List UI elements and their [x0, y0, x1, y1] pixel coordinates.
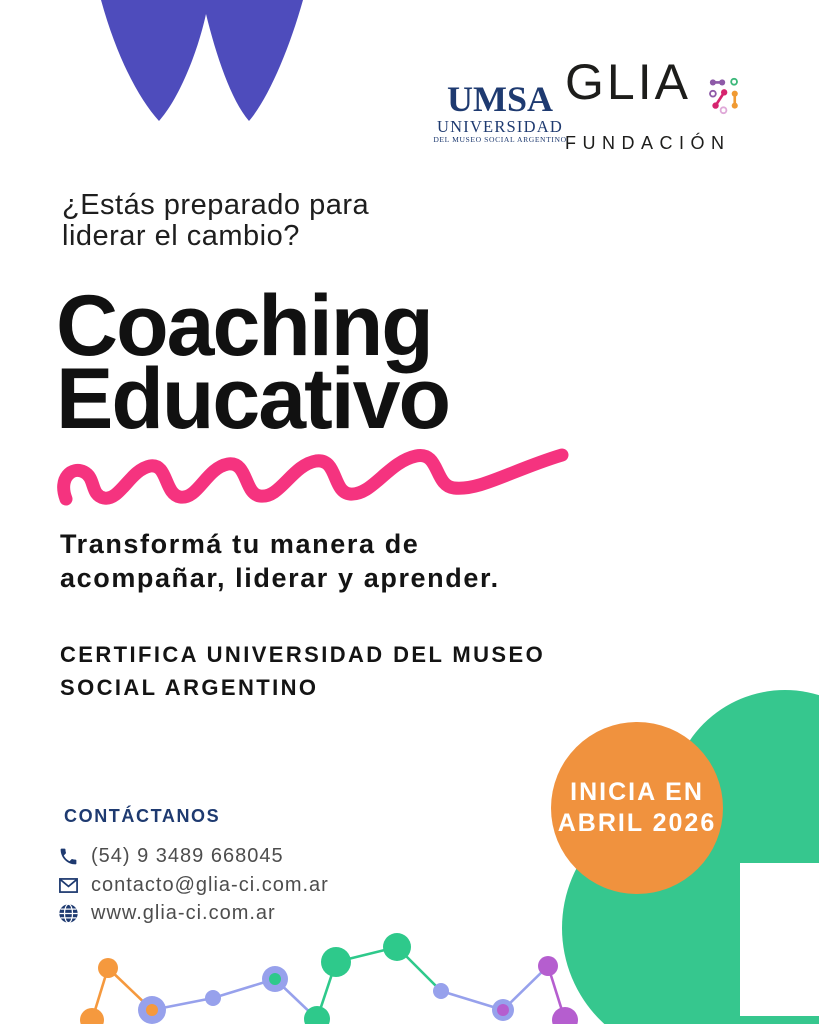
- umsa-tagline: DEL MUSEO SOCIAL ARGENTINO: [433, 135, 567, 144]
- contact-email-address[interactable]: contacto@glia-ci.com.ar: [91, 874, 329, 896]
- contact-email-row[interactable]: [58, 874, 329, 897]
- umsa-acronym: UMSA: [447, 79, 553, 119]
- contact-phone-number[interactable]: (54) 9 3489 668045: [91, 845, 284, 867]
- email-icon: [58, 875, 79, 896]
- certification-line-1: CERTIFICA UNIVERSIDAD DEL MUSEO: [60, 642, 546, 667]
- subtitle-line-2: acompañar, liderar y aprender.: [60, 563, 500, 593]
- glia-dots-icon: [699, 64, 740, 126]
- subtitle-text: [60, 527, 500, 595]
- question-line-1: ¿Estás preparado para: [62, 189, 370, 221]
- glia-logo: [565, 54, 740, 154]
- title-line-2: Educativo: [56, 351, 449, 447]
- contact-website-row[interactable]: [58, 902, 276, 925]
- umsa-universidad-label: UNIVERSIDAD: [437, 117, 563, 136]
- badge-line-1: INICIA EN: [570, 778, 704, 806]
- contact-website-url[interactable]: www.glia-ci.com.ar: [91, 902, 276, 924]
- title-line-1: Coaching: [56, 278, 432, 374]
- start-date-badge: [551, 722, 723, 894]
- question-text: [62, 190, 369, 252]
- certification-line-2: SOCIAL ARGENTINO: [60, 675, 319, 700]
- glia-wordmark: GLIA: [565, 54, 691, 110]
- page-title: [56, 278, 449, 447]
- phone-icon: [58, 846, 79, 867]
- contact-phone-row[interactable]: [58, 845, 284, 868]
- blue-ribbon-shape: [0, 0, 320, 130]
- subtitle-line-1: Transformá tu manera de: [60, 529, 420, 559]
- glia-fundacion-label: FUNDACIÓN: [565, 133, 731, 153]
- squiggle-underline-icon: [50, 442, 590, 522]
- certification-text: [60, 638, 545, 704]
- question-line-2: liderar el cambio?: [62, 220, 300, 252]
- dots-network-decoration: [0, 930, 819, 1024]
- contact-heading: CONTÁCTANOS: [64, 806, 221, 826]
- badge-line-2: ABRIL 2026: [557, 809, 717, 837]
- umsa-logo: [430, 79, 570, 144]
- globe-icon: [58, 903, 79, 924]
